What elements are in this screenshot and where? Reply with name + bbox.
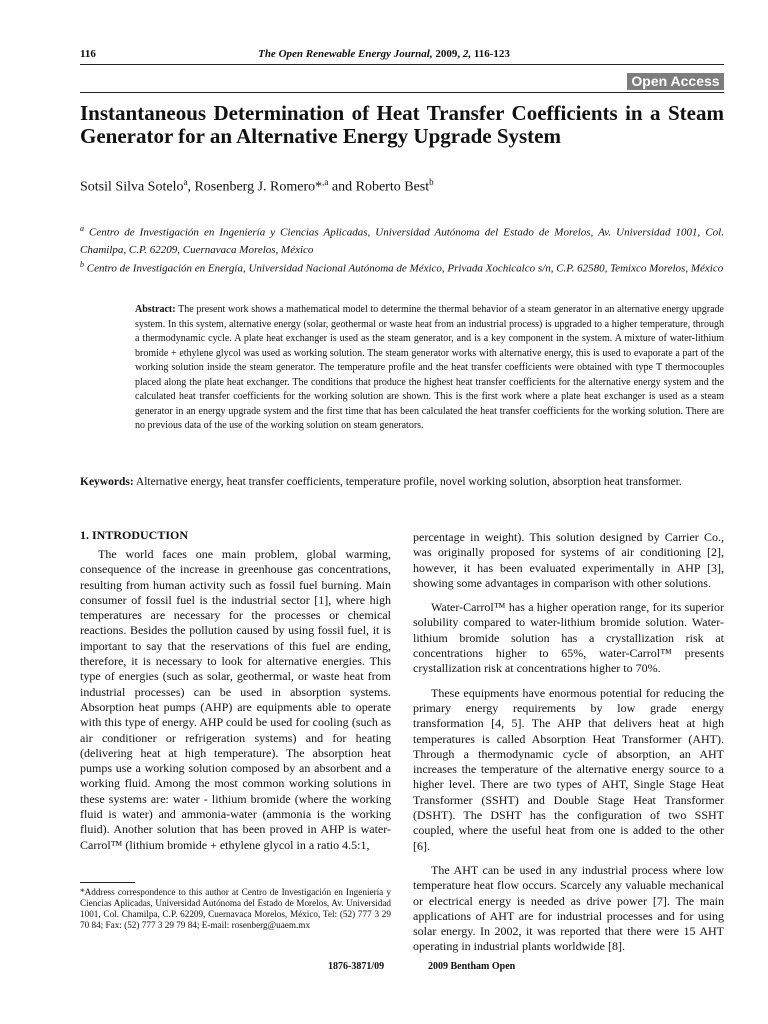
keywords — [80, 474, 724, 490]
abstract — [135, 303, 724, 434]
journal-citation — [0, 48, 768, 60]
author-name: Roberto Best — [355, 179, 430, 195]
paragraph: The AHT can be used in any industrial process where low temperature heat flow occurs. Scarcely any valuable mechanical or electrical energy is needed as drive power [7]. The main applications of AHT are for industrial processes and for using solar energy. In 2002, it was reported that there were 15 AHT operating in industrial plants worldwide [8]. — [413, 862, 724, 954]
journal-pages: 116-123 — [473, 48, 510, 60]
page-number: 116 — [80, 48, 96, 60]
abstract-label: Abstract: — [135, 304, 176, 315]
affiliation-b: $^b$ Centro de Investigación en Energía, Universidad Nacional Autónoma de México, Privada Xochicalco s/n, C.P. 62580, Temixco Morelos, México — [80, 260, 724, 275]
abstract-text: The present work shows a mathematical model to determine the thermal behavior of a steam generator in an alternative energy upgrade system. In this system, alternative energy (solar, geothermal or waste heat from an industrial process) is upgraded to a higher temperature, through a thermodynamic cycle. A plate heat exchanger is used as the steam generator, and is a key component in the system. A mixture of water-lithium bromide + ethylene glycol was used as working solution. The steam generator works with alternative energy, this is used to evaporate a part of the working solution inside the steam generator. The temperature profile and the heat transfer coefficients were obtained with type T thermocouples placed along the plate heat exchanger. The conditions that produce the highest heat transfer coefficients for the alternative energy system and the calculated heat transfer coefficients for the working solution are shown. This is the first work where a plate heat exchanger is used as a steam generator in an energy upgrade system and the first time that has been calculated the heat transfer coefficients for the working solution. There are no previous data of the use of the working solution on steam generators. — [135, 304, 724, 431]
journal-name: The Open Renewable Energy Journal, — [258, 48, 433, 60]
paragraph: These equipments have enormous potential for reducing the primary energy requirements by low grade energy transformation [4, 5]. The AHP that delivers heat at high temperatures is called Absorption Heat Transformer (AHT). Through a thermodynamic cycle of absorption, an AHT increases the temperature of the alternative energy source to a higher level. There are two types of AHT, Single Stage Heat Transformer (SSHT) and Double Stage Heat Transformer (DSHT). The DSHT has the configuration of two SSHT coupled, where the useful heat from one is added to the other [6]. — [413, 685, 724, 853]
section-heading: 1. INTRODUCTION — [80, 528, 189, 542]
affiliation-a: $^a$ Centro de Investigación en Ingeniería y Ciencias Aplicadas, Universidad Autónoma del Estado de Morelos, Av. Universidad 1001, Col. Chamilpa, C.P. 62209, Cuernavaca Morelos, México — [80, 224, 724, 256]
keywords-label: Keywords: — [80, 476, 134, 488]
author-sup: ,a — [322, 177, 329, 187]
paragraph: percentage in weight). This solution designed by Carrier Co., was originally proposed for systems of air conditioning [2], however, it has been evaluated experimentally in AHP [3], showing some advantages in comparison with other solutions. — [413, 530, 724, 590]
paragraph: The world faces one main problem, global warming, consequence of the increase in greenhouse gas concentrations, resulting from human activity such as fossil fuel burning. Main consumer of fossil fuel is the industrial sector [1], where high temperatures are necessary for the processes or chemical reactions. Besides the pollution caused by using fossil fuel, it is important to say that the reservations of this fuel are ending, therefore, it is necessary to look for alternative energies. This type of energies (such as solar, geothermal, or waste heat from industrial processes) can be used in absorption systems. Absorption heat pumps (AHP) are equipments able to operate with this type of energy. AHP could be used for cooling (such as air conditioner or refrigeration systems) and for heating (delivering heat at high temperature). The absorption heat pumps use a working solution composed by an absorbent and a working fluid. Among the most common working solutions in these systems are: water - lithium bromide (where the working fluid is water) and ammonia-water (ammonia is the working fluid). Another solution that has been proved in AHP is water-Carrol™ (lithium bromide + ethylene glycol in a ratio 4.5:1, — [80, 547, 391, 852]
header-rule — [80, 64, 724, 65]
author-list: Sotsil Silva Sotelo$^a$, Rosenberg J. Romero*$^{,a}$ and Roberto Best$^b$ — [80, 177, 434, 195]
paper-title: Instantaneous Determination of Heat Transfer Coefficients in a Steam Generator for an Alternative Energy Upgrade System — [80, 101, 724, 148]
author-sup: b — [429, 177, 434, 187]
footer-publisher: 2009 Bentham Open — [428, 961, 516, 972]
title-rule — [80, 92, 724, 93]
left-column — [80, 547, 391, 853]
open-access-badge: Open Access — [627, 73, 724, 90]
right-column — [413, 530, 724, 955]
footnote-rule — [80, 882, 135, 883]
footer-issn: 1876-3871/09 — [328, 961, 385, 972]
journal-year: 2009, — [435, 48, 461, 60]
author-sup: a — [183, 177, 188, 187]
paragraph: Water-Carrol™ has a higher operation range, for its superior solubility compared to water-lithium bromide solution. Water-lithium bromide solution has a crystallization risk at concentrations higher to 65%, water-Carrol™ presents crystallization risk at concentrations higher to 70%. — [413, 600, 724, 676]
author-name: Sotsil Silva Sotelo — [80, 179, 184, 195]
correspondence-footnote: *Address correspondence to this author at Centro de Investigación en Ingeniería y Ciencias Aplicadas, Universidad Autónoma del Estado de Morelos, Av. Universidad 1001, Col. Chamilpa, C.P. 62209, Cuernavaca Morelos, México, Tel: (52) 777 3 29 70 84; Fax: (52) 777 3 29 79 84; E-mail: rosenberg@uaem.mx — [80, 887, 391, 930]
author-name: Rosenberg J. Romero* — [194, 179, 323, 195]
keywords-text: Alternative energy, heat transfer coefficients, temperature profile, novel working solution, absorption heat transformer. — [135, 476, 682, 488]
journal-volume: 2, — [462, 48, 472, 60]
